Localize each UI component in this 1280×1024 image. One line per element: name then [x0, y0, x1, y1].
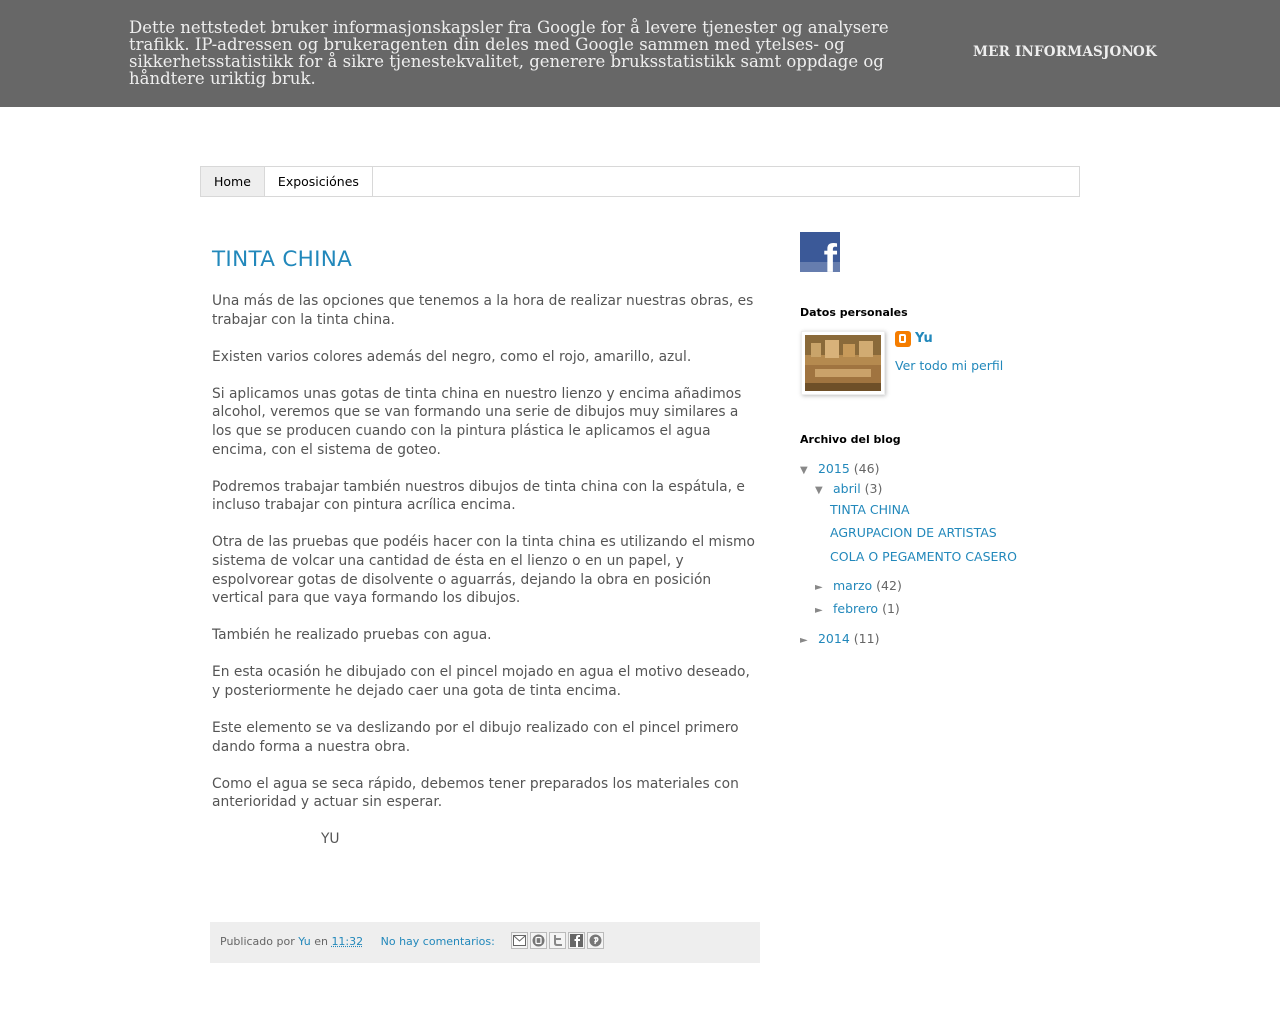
post-paragraph: Una más de las opciones que tenemos a la hora de realizar nuestras obras, es trabajar con la tinta china. [212, 293, 754, 328]
archive-post-link[interactable]: TINTA CHINA [830, 502, 910, 517]
post-paragraph: En esta ocasión he dibujado con el pincel mojado en agua el motivo deseado, y posteriormente he dejado caer una gota de tinta encima. [212, 664, 750, 699]
post-paragraph: También he realizado pruebas con agua. [212, 627, 492, 644]
archive-count: (46) [853, 461, 880, 476]
ok-button[interactable]: OK [1133, 44, 1157, 60]
tab-exposiciones[interactable]: Exposiciónes [265, 167, 373, 196]
facebook-icon[interactable] [800, 232, 840, 272]
archive-year-2014 [800, 631, 879, 646]
share-buttons [511, 932, 606, 949]
archive-widget-title: Archivo del blog [800, 433, 901, 446]
archive-count: (1) [882, 601, 900, 616]
cookie-banner [0, 0, 1280, 107]
at-label: en [314, 935, 328, 948]
post-paragraph: Otra de las pruebas que podéis hacer con la tinta china es utilizando el mismo sistema de volcar una cantidad de ésta en el lienzo o en un papel, y espolvorear gotas de disolvente o aguarrás, dejando la obra en posición vertical para que vaya formando los dibujos. [212, 534, 755, 607]
page-tabs [200, 166, 1080, 197]
archive-month-february [815, 601, 900, 616]
expand-toggle-icon[interactable]: ► [800, 635, 808, 646]
collapse-toggle-icon[interactable]: ▼ [815, 485, 823, 496]
archive-count: (11) [853, 631, 880, 646]
archive-month-link[interactable]: febrero [832, 601, 879, 616]
archive-post-link[interactable]: AGRUPACION DE ARTISTAS [830, 525, 997, 540]
profile-widget-title: Datos personales [800, 306, 908, 319]
facebook-icon[interactable] [568, 932, 585, 949]
archive-month-link[interactable]: marzo [832, 578, 873, 593]
twitter-icon[interactable] [549, 932, 566, 949]
post-body [212, 292, 760, 849]
more-info-button[interactable]: MER INFORMASJON [973, 44, 1135, 60]
author-link[interactable]: Yu [298, 935, 311, 948]
blogger-icon [895, 331, 911, 347]
archive-count: (42) [876, 578, 902, 593]
archive-post-link[interactable]: COLA O PEGAMENTO CASERO [830, 549, 1017, 564]
profile-name-link[interactable]: Yu [915, 331, 933, 346]
post-paragraph: Si aplicamos unas gotas de tinta china en nuestro lienzo y encima añadimos alcohol, veremos que se van formando una serie de dibujos muy similares a los que se producen cuando con la pintura plástica le aplicamos el agua encima, con el sistema de goteo. [212, 385, 742, 458]
archive-month-march [815, 578, 902, 593]
profile-photo[interactable] [801, 331, 885, 395]
blogger-icon[interactable] [530, 932, 547, 949]
blog-post [212, 247, 760, 867]
collapse-toggle-icon[interactable]: ▼ [800, 465, 808, 476]
comments-link[interactable]: No hay comentarios: [380, 935, 495, 948]
archive-year-2015 [800, 461, 879, 476]
expand-toggle-icon[interactable]: ► [815, 582, 823, 593]
facebook-f-glyph: f [823, 237, 837, 272]
post-signature: YU [321, 831, 340, 848]
cookie-notice-text: Dette nettstedet bruker informasjonskapsler fra Google for å levere tjenester og analysere trafikk. IP-adressen og brukeragenten din deles med Google sammen med ytelses- og sikkerhetsstatistikk for å sikre tjenestekvalitet, generere bruksstatistikk samt oppdage og håndtere uriktig bruk. [129, 18, 889, 88]
post-paragraph: Como el agua se seca rápido, debemos tener preparados los materiales con anterioridad y actuar sin esperar. [212, 775, 739, 811]
post-paragraph: Podremos trabajar también nuestros dibujos de tinta china con la espátula, e incluso trabajar con pintura acrílica encima. [212, 478, 745, 514]
published-by-label: Publicado por [220, 935, 295, 948]
expand-toggle-icon[interactable]: ► [815, 605, 823, 616]
archive-year-link[interactable]: 2014 [817, 631, 850, 646]
archive-year-link[interactable]: 2015 [817, 461, 850, 476]
post-paragraph: Existen varios colores además del negro, como el rojo, amarillo, azul. [212, 348, 692, 365]
view-profile-link[interactable]: Ver todo mi perfil [895, 358, 1004, 373]
post-time-link[interactable]: 11:32 [331, 935, 364, 948]
archive-count: (3) [864, 481, 883, 496]
email-icon[interactable] [511, 932, 528, 949]
pinterest-icon[interactable] [587, 932, 604, 949]
archive-month-april [815, 481, 882, 496]
post-footer [210, 922, 760, 963]
post-paragraph: Este elemento se va deslizando por el dibujo realizado con el pincel primero dando forma a nuestra obra. [212, 720, 739, 755]
tab-home[interactable]: Home [201, 167, 265, 196]
archive-month-link[interactable]: abril [832, 481, 861, 496]
post-meta [220, 935, 495, 948]
post-title[interactable]: TINTA CHINA [212, 247, 353, 272]
